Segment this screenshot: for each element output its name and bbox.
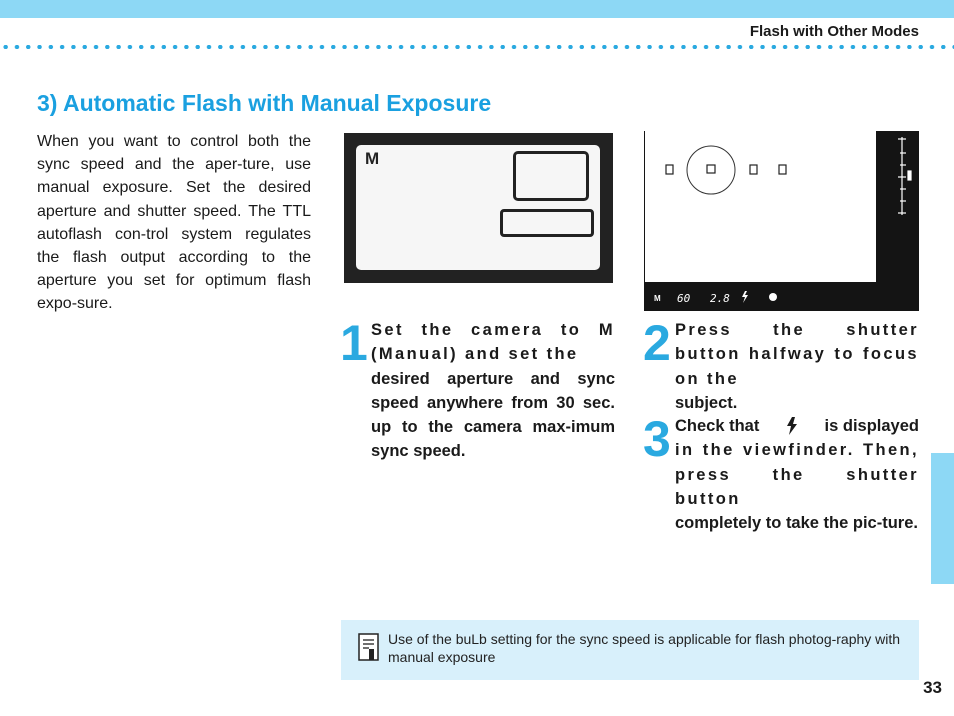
section-title: Flash with Other Modes	[749, 23, 919, 40]
step-3-text-lead: in the viewfinder. Then, press the shutter button	[675, 441, 919, 508]
step-2-number: 2	[643, 315, 671, 371]
step-3-text-pre: Check that	[675, 417, 760, 435]
side-tab	[931, 453, 954, 584]
viewfinder-illustration	[644, 131, 919, 311]
step-2-text-rest: subject.	[675, 393, 738, 412]
step-3-first-line	[675, 414, 919, 438]
page-number: 33	[923, 678, 942, 697]
note-text: Use of the buLb setting for the sync speed is applicable for flash photog-raphy with manual exposure	[388, 631, 901, 665]
lcd-mode-label: M	[365, 149, 380, 168]
dotted-divider	[0, 45, 954, 49]
step-1-text-rest: desired aperture and sync speed anywhere from 30 sec. up to the camera max-imum sync speed.	[371, 369, 615, 461]
viewfinder-shutter: 60	[677, 292, 691, 305]
lcd-shutter-box	[500, 209, 594, 237]
memo-icon	[358, 633, 380, 663]
viewfinder-aperture: 2.8	[710, 292, 730, 305]
viewfinder-mode: M	[654, 294, 661, 303]
step-1-text-lead: Set the camera to M (Manual) and set the	[371, 321, 615, 364]
lcd-panel-illustration	[344, 133, 613, 283]
page-heading: 3) Automatic Flash with Manual Exposure	[37, 90, 492, 116]
step-3-text	[675, 414, 919, 535]
focus-confirm-icon	[769, 293, 777, 301]
step-1-number: 1	[340, 315, 368, 371]
top-band	[0, 0, 954, 18]
step-3-text-rest: completely to take the pic-ture.	[675, 514, 918, 533]
flash-icon	[786, 417, 798, 435]
step-2-text	[675, 318, 919, 415]
step-3-text-post: is displayed	[824, 417, 919, 435]
lcd-aperture-box	[513, 151, 589, 201]
step-2-text-lead: Press the shutter button halfway to focus on the	[675, 321, 919, 388]
note-box	[341, 620, 919, 680]
intro-paragraph: When you want to control both the sync speed and the aper-ture, use manual exposure. Set the desired aperture and shutter speed. The TTL autoflash con-trol system regulates the flash output according to the aperture you set for optimum flash expo-sure.	[37, 133, 311, 313]
step-1-text	[371, 318, 615, 464]
step-3-number: 3	[643, 411, 671, 467]
lcd-screen	[356, 145, 600, 270]
